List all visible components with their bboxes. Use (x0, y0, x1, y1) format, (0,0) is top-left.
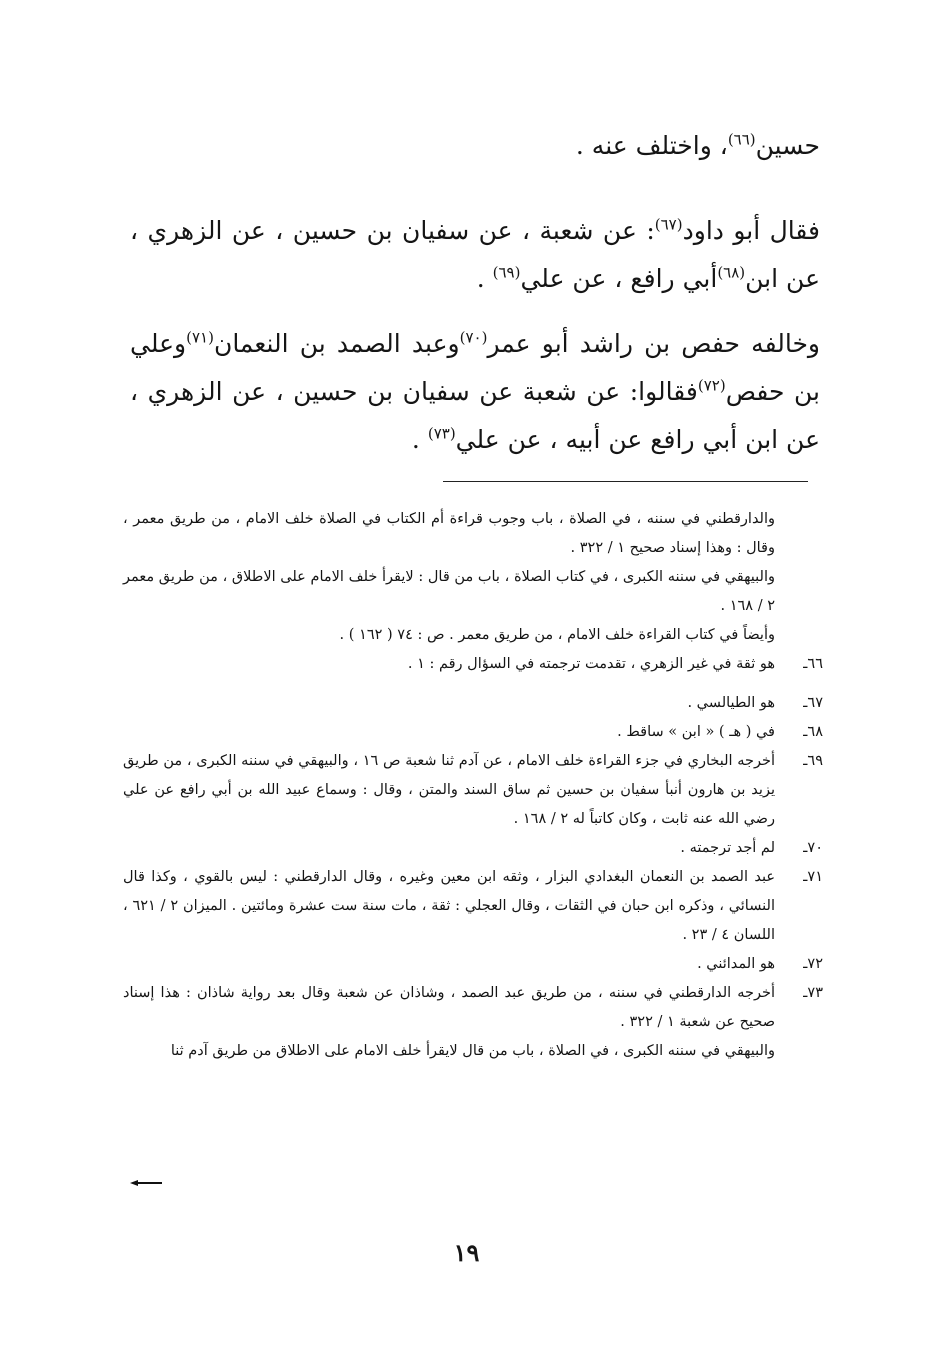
footnote-number: ٧٣ـ (803, 985, 823, 1001)
text-span: وعبد الصمد بن النعمان (213, 329, 460, 358)
footnote-ref: (٧١) (186, 328, 214, 347)
footnote-71 (123, 863, 823, 950)
footnote-ref: (٦٩) (492, 263, 521, 282)
footnote-number: ٦٦ـ (803, 656, 823, 672)
text-span: ، واختلف عنه . (575, 131, 728, 160)
text-span: : عن شعبة ، عن سفيان بن حسين ، عن الزهري ، عن ابن (130, 216, 820, 293)
footnote-ref: (٦٨) (717, 263, 746, 282)
footnote-number: ٧٠ـ (803, 840, 823, 856)
footnote-66 (123, 650, 823, 679)
footnote-text: والبيهقي في سننه الكبرى ، في كتاب الصلاة ، باب من قال : لايقرأ خلف الامام على الاطلاق ، من طريق معمر ٢ / ١٦٨ . (123, 569, 775, 614)
footnote-text: أخرجه الدارقطني في سننه ، من طريق عبد الصمد ، وشاذان عن شعبة وقال بعد رواية شاذان : هذا إسناد صحيح عن شعبة ١ / ٣٢٢ . (123, 985, 775, 1030)
main-paragraph-3 (130, 320, 820, 464)
footnote-text: لم أجد ترجمته . (680, 840, 775, 856)
text-span: أبي رافع ، عن علي (520, 264, 718, 293)
text-span: . (476, 264, 493, 293)
footnote-text: والبيهقي في سننه الكبرى ، في الصلاة ، باب من قال لايقرأ خلف الامام على الاطلاق من طريق آدم ثنا (170, 1043, 775, 1059)
footnote-number: ٦٩ـ (803, 753, 823, 769)
left-arrow-icon (130, 1180, 162, 1186)
text-span: حسين (755, 131, 820, 160)
footnote-ref: (٦٦) (727, 130, 756, 149)
footnote-number: ٦٨ـ (803, 724, 823, 740)
footnote-70 (123, 834, 823, 863)
footnote-67 (123, 689, 823, 718)
footnote-text: هو ثقة في غير الزهري ، تقدمت ترجمته في السؤال رقم : ١ . (407, 656, 775, 672)
footnote-ref: (٧٣) (427, 424, 456, 443)
footnote-text: وأيضاً في كتاب القراءة خلف الامام ، من طريق معمر . ص : ٧٤ ( ١٦٢ ) . (339, 627, 775, 643)
footnote-continuation (123, 1037, 823, 1066)
footnote-72 (123, 950, 823, 979)
footnote-continuation (123, 563, 823, 621)
footnote-number: ٧٢ـ (803, 956, 823, 972)
footnotes-section (123, 505, 823, 1066)
footnote-ref: (٦٧) (654, 215, 683, 234)
footnote-text: في ( هـ ) « ابن » ساقط . (617, 724, 775, 740)
footnote-69 (123, 747, 823, 834)
text-span: وخالفه حفص بن راشد أبو عمر (487, 329, 820, 358)
footnote-continuation (123, 621, 823, 650)
footnote-73 (123, 979, 823, 1037)
text-span: فقال أبو داود (682, 216, 820, 245)
text-span: . (411, 425, 428, 454)
footnote-text: هو المدائني . (697, 956, 775, 972)
footnote-68 (123, 718, 823, 747)
footnote-separator (443, 481, 808, 482)
text-span: وعلي بن حفص (130, 329, 821, 406)
footnote-number: ٧١ـ (803, 869, 823, 885)
footnote-text: والدارقطني في سننه ، في الصلاة ، باب وجوب قراءة أم الكتاب في الصلاة خلف الامام ، من طريق معمر ، وقال : وهذا إسناد صحيح ١ / ٣٢٢ . (123, 511, 775, 556)
footnote-text: عبد الصمد بن النعمان البغدادي البزار ، وثقه ابن معين وغيره ، وقال الدارقطني : ليس بالقوي ، وكذا قال النسائي ، وذكره ابن حبان في الثقات ، وقال العجلي : ثقة ، مات سنة ست عشرة ومائتين . الميزان ٢ / ٦٢١ ، اللسان ٤ / ٢٣ . (123, 869, 775, 943)
main-paragraph-1 (130, 122, 820, 170)
footnote-number: ٦٧ـ (803, 695, 823, 711)
text-span: فقالوا: عن شعبة عن سفيان بن حسين ، عن الزهري ، عن ابن أبي رافع عن أبيه ، عن علي (130, 377, 820, 454)
main-paragraph-2 (130, 207, 820, 303)
footnote-ref: (٧٢) (697, 376, 726, 395)
footnote-ref: (٧٠) (459, 328, 488, 347)
footnote-text: هو الطيالسي . (687, 695, 775, 711)
page-number: ١٩ (453, 1238, 480, 1267)
footnote-text: أخرجه البخاري في جزء القراءة خلف الامام ، عن آدم ثنا شعبة ص ١٦ ، والبيهقي في سننه الكبرى ، من طريق يزيد بن هارون أنبأ سفيان بن حسين ثم ساق السند والمتن ، وقال : وسماع عبيد الله بن أبي رافع عن علي رضي الله عنه ثابت ، وكان كاتباً له ٢ / ١٦٨ . (123, 753, 775, 827)
footnote-continuation (123, 505, 823, 563)
